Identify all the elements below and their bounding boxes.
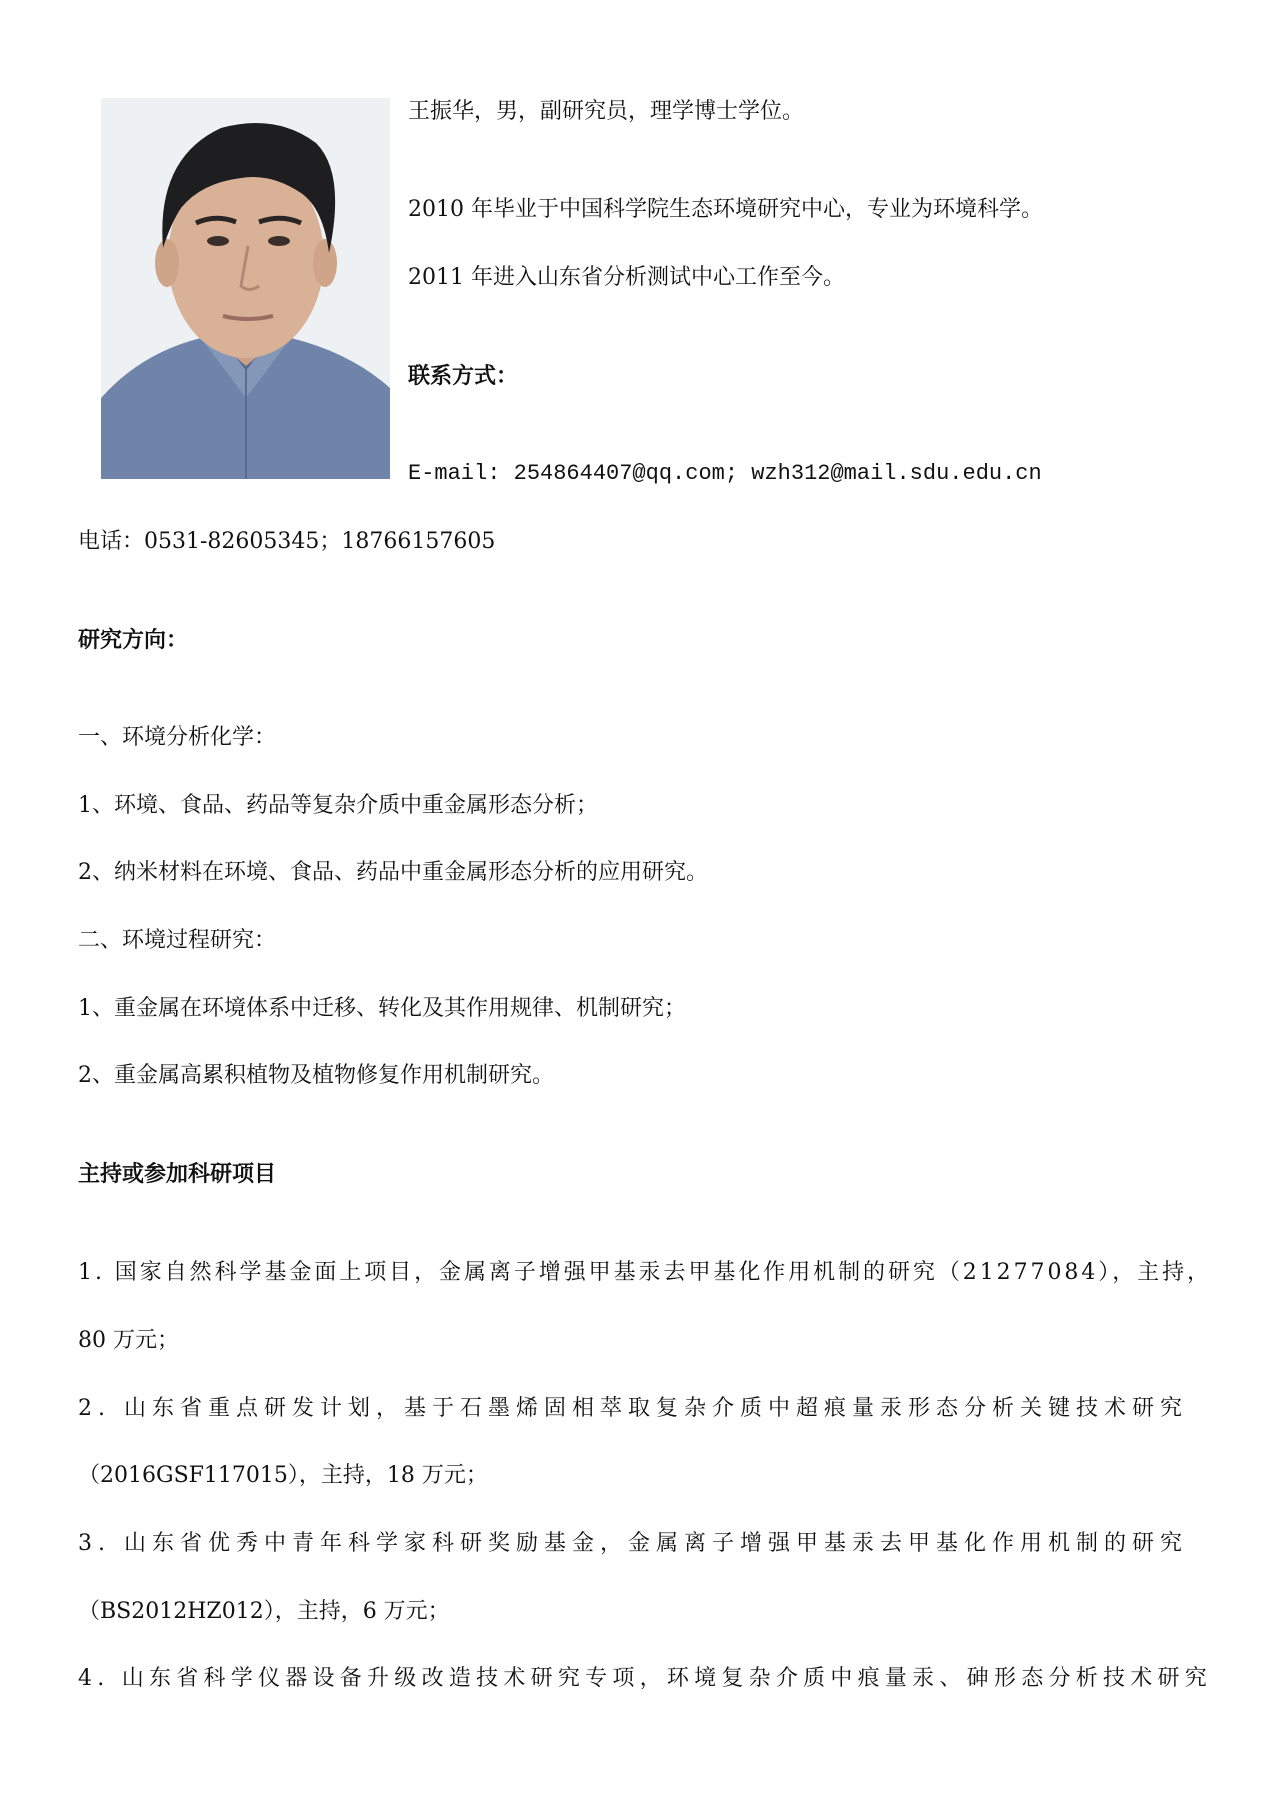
name-line: 王振华，男，副研究员，理学博士学位。 bbox=[408, 99, 805, 124]
portrait-image bbox=[101, 98, 390, 479]
research-item: 1、环境、食品、药品等复杂介质中重金属形态分析； bbox=[78, 793, 598, 818]
research-item: 2、纳米材料在环境、食品、药品中重金属形态分析的应用研究。 bbox=[78, 860, 708, 885]
project-line-text: 3. 山东省优秀中青年科学家科研奖励基金，金属离子增强甲基汞去甲基化作用机制的研究 bbox=[78, 1531, 1188, 1556]
project-line-text: 2. 山东省重点研发计划，基于石墨烯固相萃取复杂介质中超痕量汞形态分析关键技术研究 bbox=[78, 1396, 1188, 1421]
project-line: 80 万元； bbox=[78, 1328, 179, 1353]
research-heading: 研究方向： bbox=[78, 627, 189, 653]
project-line bbox=[78, 1663, 1212, 1695]
project-line bbox=[78, 1393, 1212, 1425]
projects-heading: 主持或参加科研项目 bbox=[78, 1161, 277, 1187]
research-item: 1、重金属在环境体系中迁移、转化及其作用规律、机制研究； bbox=[78, 996, 686, 1021]
project-line bbox=[78, 1257, 1212, 1289]
phone-line: 电话：0531-82605345；18766157605 bbox=[78, 529, 496, 554]
project-line: （2016GSF117015），主持，18 万元； bbox=[78, 1463, 488, 1488]
research-item: 2、重金属高累积植物及植物修复作用机制研究。 bbox=[78, 1063, 554, 1088]
research-item: 二、环境过程研究： bbox=[78, 928, 277, 953]
project-line-text: 1. 国家自然科学基金面上项目，金属离子增强甲基汞去甲基化作用机制的研究（21277084），主持， bbox=[78, 1260, 1212, 1285]
project-line bbox=[78, 1528, 1212, 1560]
portrait-photo bbox=[101, 98, 390, 479]
research-item: 一、环境分析化学： bbox=[78, 725, 277, 750]
project-line-text: 4. 山东省科学仪器设备升级改造技术研究专项，环境复杂介质中痕量汞、砷形态分析技术研究 bbox=[78, 1666, 1212, 1691]
project-line: （BS2012HZ012），主持，6 万元； bbox=[78, 1599, 450, 1624]
contact-heading: 联系方式： bbox=[408, 363, 519, 389]
email-line: E-mail: 254864407@qq.com; wzh312@mail.sdu.edu.cn bbox=[408, 461, 1042, 486]
career-line: 2011 年进入山东省分析测试中心工作至今。 bbox=[408, 265, 845, 290]
education-line: 2010 年毕业于中国科学院生态环境研究中心，专业为环境科学。 bbox=[408, 197, 1043, 222]
